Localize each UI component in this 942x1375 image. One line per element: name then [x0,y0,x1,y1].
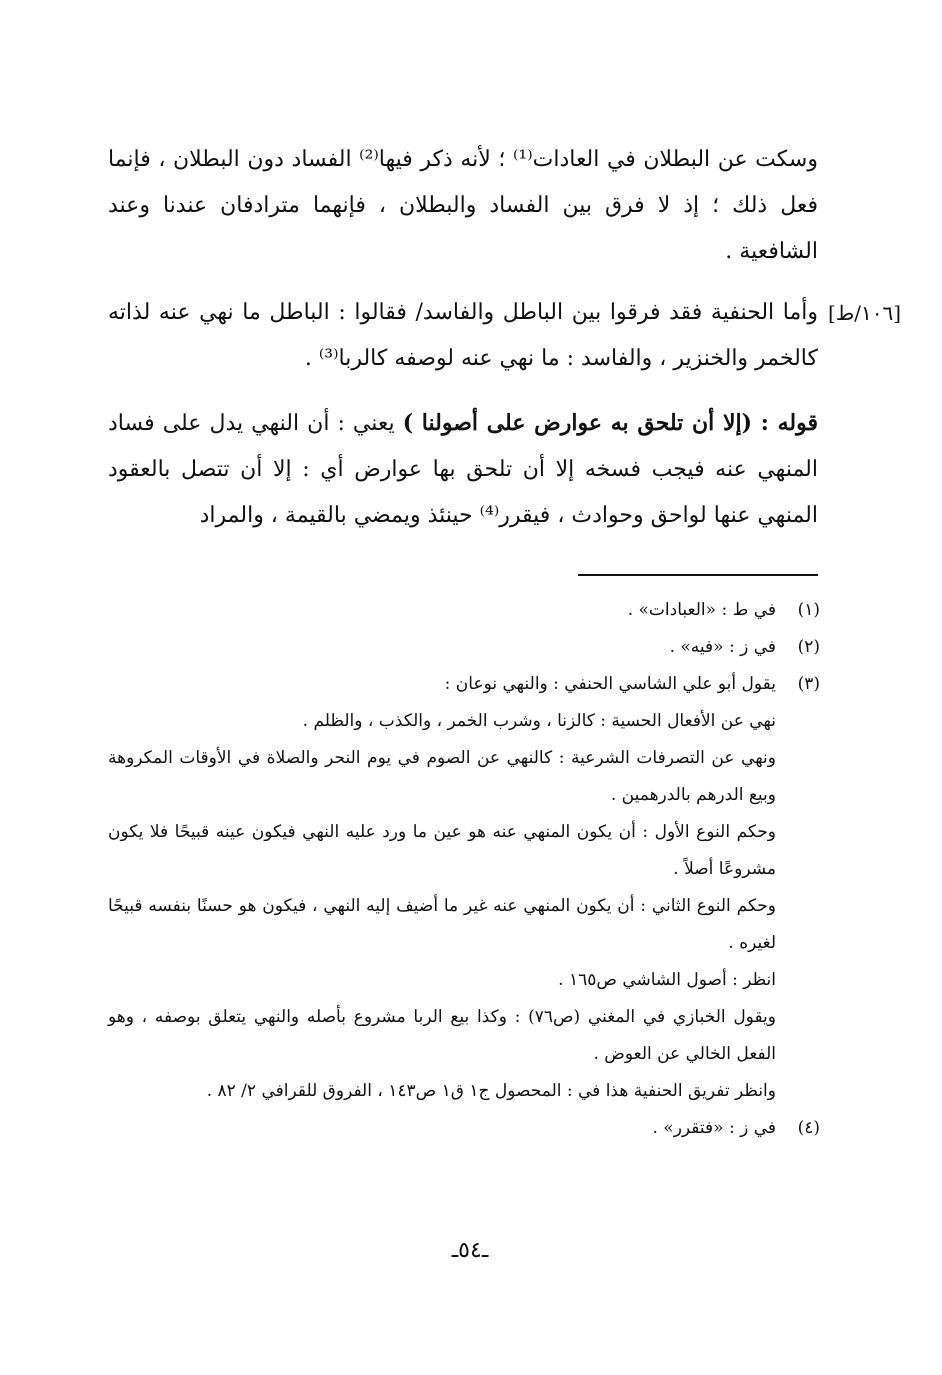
margin-folio-note: [١٠٦/ط] [828,301,902,325]
footnote-number: (١) [797,600,820,620]
footnote-number: (٣) [797,674,820,694]
footnote-text: في ط : «العبادات» . [627,600,776,620]
footnote-text: في ز : «فتقرر» . [652,1118,776,1138]
footnote-2 [108,629,820,666]
footnote-1 [108,592,820,629]
footnote-3-line: وحكم النوع الأول : أن يكون المنهي عنه هو عين ما ورد عليه النهي فيكون عينه قبيحًا فلا يكون مشروعًا أصلاً . [108,822,776,879]
commentary-text: يعني : أن النهي يدل على فساد المنهي عنه فيجب فسخه إلا أن تلحق بها عوارض أي : إلا أن تتصل بالعقود المنهي عنها لواحق وحوادث ، فيقرر⁽⁴⁾ حينئذ ويمضي بالقيمة ، والمراد [108,411,818,528]
footnote-3 [108,666,820,703]
paragraph-1: وسكت عن البطلان في العادات⁽¹⁾ ؛ لأنه ذكر فيها⁽²⁾ الفساد دون البطلان ، فإنما فعل ذلك ؛ إذ لا فرق بين الفساد والبطلان ، فإنهما مترادفان عندنا وعند الشافعية . [108,147,818,264]
footnote-text: في ز : «فيه» . [669,637,776,657]
footnote-text: يقول أبو علي الشاسي الحنفي : والنهي نوعان : [444,674,776,694]
paragraph-2: وأما الحنفية فقد فرقوا بين الباطل والفاسد/ فقالوا : الباطل ما نهي عنه لذاته كالخمر والخنزير ، والفاسد : ما نهي عنه لوصفه كالربا⁽³⁾ . [108,300,818,371]
paragraph-3 [108,400,818,539]
footnotes [108,592,820,1147]
footnote-number: (٤) [797,1118,820,1138]
footnote-3-line: ويقول الخبازي في المغني (ص٧٦) : وكذا بيع الربا مشروع بأصله والنهي يتعلق بوصفه ، وهو الفعل الخالي عن العوض . [108,1007,776,1064]
footnote-3-line: نهي عن الأفعال الحسية : كالزنا ، وشرب الخمر ، والكذب ، والظلم . [302,711,776,731]
footnote-3-line: ونهي عن التصرفات الشرعية : كالنهي عن الصوم في يوم النحر والصلاة في الأوقات المكروهة وبيع الدرهم بالدرهمين . [108,748,776,805]
footnote-3-line: وحكم النوع الثاني : أن يكون المنهي عنه غير ما أضيف إليه النهي ، فيكون هو حسنًا بنفسه قبيحًا لغيره . [108,896,776,953]
footnote-4 [108,1110,820,1147]
page-number: ـ٥٤ـ [451,1238,489,1263]
footnote-number: (٢) [797,637,820,657]
footnote-3-line: وانظر تفريق الحنفية هذا في : المحصول ج١ ق١ ص١٤٣ ، الفروق للقرافي ٢/ ٨٢ . [206,1081,776,1101]
footnote-separator [578,574,818,576]
footnote-3-line: انظر : أصول الشاشي ص١٦٥ . [558,970,776,990]
commentary-lemma: قوله : (إلا أن تلحق به عوارض على أصولنا ) [402,410,818,436]
